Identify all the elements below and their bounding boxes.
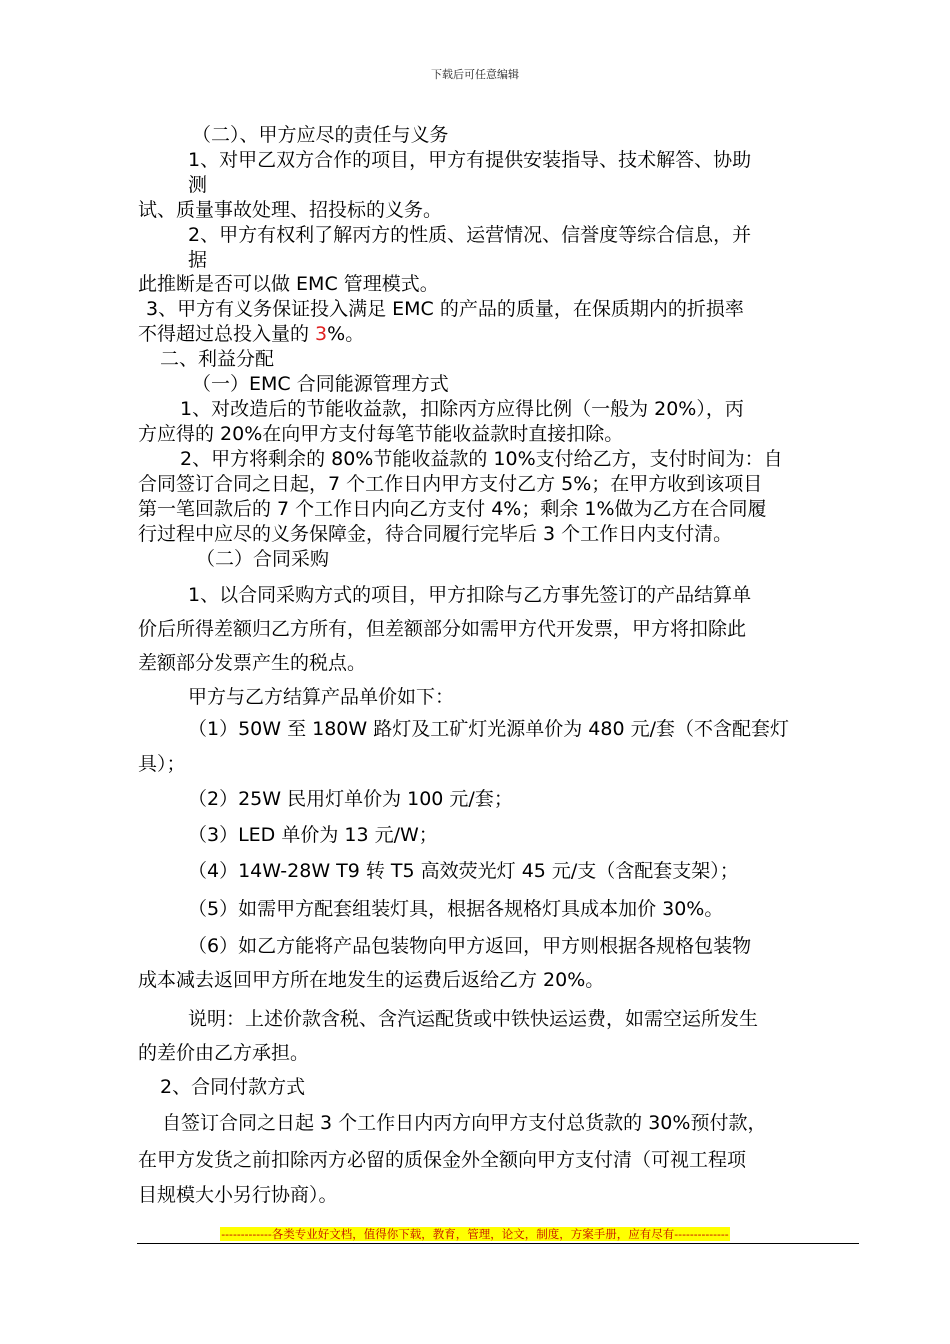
page-header: 下载后可任意编辑 (431, 68, 519, 81)
section-heading-payment: 2、合同付款方式 (160, 1076, 306, 1098)
paragraph-line: 1、以合同采购方式的项目，甲方扣除与乙方事先签订的产品结算单 (188, 584, 752, 606)
footer-divider (137, 1243, 859, 1244)
paragraph-line (138, 322, 364, 346)
section-heading-obligations: （二）、甲方应尽的责任与义务 (192, 124, 449, 146)
price-item: （1）50W 至 180W 路灯及工矿灯光源单价为 480 元/套（不含配套灯 (188, 718, 789, 740)
line-text: 不得超过总投入量的 (138, 323, 316, 345)
paragraph-line: 行过程中应尽的义务保障金，待合同履行完毕后 3 个工作日内支付清。 (138, 523, 733, 545)
paragraph-line: 此推断是否可以做 EMC 管理模式。 (138, 273, 439, 295)
subsection-heading-emc: （一）EMC 合同能源管理方式 (192, 373, 449, 395)
highlight-value: 3 (315, 323, 328, 345)
paragraph-line: 说明：上述价款含税、含汽运配货或中铁快运运费，如需空运所发生 (188, 1008, 759, 1030)
paragraph-line: 1、对甲乙双方合作的项目，甲方有提供安装指导、技术解答、协助 (188, 149, 752, 171)
paragraph-line: 据 (188, 249, 208, 271)
paragraph-line: 甲方与乙方结算产品单价如下： (188, 686, 455, 708)
footer-banner: -------------各类专业好文档，值得你下载，教育，管理，论文，制度，方案手册，应有尽有-------------- (221, 1227, 729, 1241)
price-item: （2）25W 民用灯单价为 100 元/套； (188, 788, 513, 810)
paragraph-line: 价后所得差额归乙方所有，但差额部分如需甲方代开发票，甲方将扣除此 (138, 618, 747, 640)
price-item: （3）LED 单价为 13 元/W； (188, 824, 438, 846)
paragraph-line: 2、甲方将剩余的 80%节能收益款的 10%支付给乙方，支付时间为：自 (180, 448, 783, 470)
page-footer (0, 1226, 950, 1242)
paragraph-line: 试、质量事故处理、招投标的义务。 (138, 199, 443, 221)
price-item: （5）如需甲方配套组装灯具，根据各规格灯具成本加价 30%。 (188, 898, 724, 920)
price-item: 成本减去返回甲方所在地发生的运费后返给乙方 20%。 (138, 969, 605, 991)
paragraph-line: 差额部分发票产生的税点。 (138, 652, 367, 674)
paragraph-line: 测 (188, 174, 208, 196)
paragraph-line: 2、甲方有权利了解丙方的性质、运营情况、信誉度等综合信息，并 (188, 224, 752, 246)
line-text: %。 (327, 323, 365, 345)
price-item: （4）14W-28W T9 转 T5 高效荧光灯 45 元/支（含配套支架）； (188, 860, 739, 882)
price-item: （6）如乙方能将产品包装物向甲方返回，甲方则根据各规格包装物 (188, 935, 752, 957)
subsection-heading-procurement: （二）合同采购 (196, 548, 330, 570)
paragraph-line: 自签订合同之日起 3 个工作日内丙方向甲方支付总货款的 30%预付款， (162, 1112, 767, 1134)
paragraph-line: 第一笔回款后的 7 个工作日内向乙方支付 4%；剩余 1%做为乙方在合同履 (138, 498, 767, 520)
price-item: 具）； (138, 753, 186, 775)
paragraph-line: 目规模大小另行协商）。 (138, 1184, 338, 1206)
paragraph-line: 的差价由乙方承担。 (138, 1042, 310, 1064)
paragraph-line: 1、对改造后的节能收益款，扣除丙方应得比例（一般为 20%），丙 (180, 398, 744, 420)
section-heading-profit: 二、利益分配 (160, 348, 275, 370)
paragraph-line: 合同签订合同之日起，7 个工作日内甲方支付乙方 5%；在甲方收到该项目 (138, 473, 763, 495)
paragraph-line: 在甲方发货之前扣除丙方必留的质保金外全额向甲方支付清（可视工程项 (138, 1149, 747, 1171)
paragraph-line: 3、甲方有义务保证投入满足 EMC 的产品的质量，在保质期内的折损率 (146, 298, 744, 320)
paragraph-line: 方应得的 20%在向甲方支付每笔节能收益款时直接扣除。 (138, 423, 624, 445)
